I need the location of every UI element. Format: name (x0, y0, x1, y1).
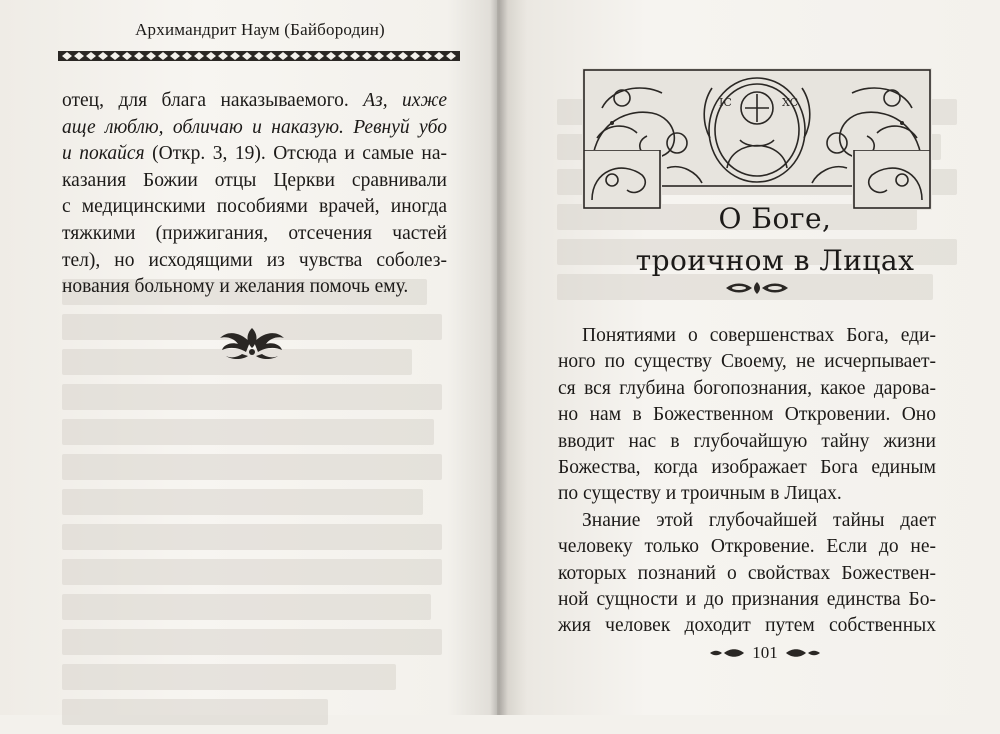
folio-ornament-left (708, 648, 746, 658)
left-page (0, 0, 497, 715)
text-line (62, 115, 447, 142)
page-number: 101 (752, 643, 778, 662)
left-body-text (62, 88, 447, 301)
text-line (62, 248, 447, 275)
text-segment: казания Божии отцы Церкви сравнивали (62, 169, 447, 191)
text-segment: тел), но исходящими из чувства соболез- (62, 249, 447, 271)
text-line: ной сущности и до признания единства Бо- (558, 589, 936, 611)
text-line: по существу и троичным в Лицах. (558, 483, 842, 505)
text-line: которых познаний о свойствах Божествен- (558, 562, 936, 584)
text-line: ся вся глубина богопознания, какое дарова- (558, 377, 936, 399)
text-line: Знание этой глубочайшей тайны дает (582, 509, 936, 531)
text-line: Божества, когда изображает Бога единым (558, 457, 936, 479)
book-gutter (490, 0, 508, 715)
text-line (62, 88, 447, 115)
text-line: жия человек доходит путем собственных (558, 615, 936, 637)
title-fleuron (722, 280, 792, 296)
italic-quote: и покайся (62, 143, 145, 165)
text-line (62, 221, 447, 248)
headpiece-letters-ic: IC (719, 96, 732, 109)
chapter-title-line1: О Боге, (718, 202, 832, 235)
text-segment: с медицинскими пособиями врачей, иногда (62, 196, 447, 218)
page-folio (690, 642, 840, 664)
italic-quote: аще люблю, обличаю и наказую. Ревнуй убо (62, 116, 447, 138)
chapter-title (620, 198, 930, 282)
text-line: но нам в Божественном Откровении. Оно (558, 404, 936, 426)
text-line: ного по существу Своему, не исчерпывает- (558, 351, 936, 373)
right-body-text (558, 323, 936, 640)
italic-quote: Аз, ихже (363, 90, 447, 111)
folio-ornament-right (784, 648, 822, 658)
tailpiece-fleuron (212, 322, 292, 362)
text-segment: нования больному и желания помочь ему. (62, 276, 409, 298)
running-head: Архимандрит Наум (Байбородин) (135, 20, 385, 39)
text-line (62, 274, 447, 301)
text-line: Понятиями о совершенствах Бога, еди- (582, 325, 936, 346)
text-segment: отец, для блага наказываемого. (62, 90, 364, 111)
text-segment: (Откр. 3, 19). Отсюда и самые на- (144, 143, 447, 165)
text-line: человеку только Откровение. Если до не- (558, 536, 936, 558)
header-rule (58, 50, 460, 62)
text-line (62, 194, 447, 221)
headpiece-letters-xc: XC (782, 96, 799, 109)
text-line: вводит нас в глубочайшую тайну жизни (558, 430, 936, 452)
text-segment: тяжкими (прижигания, отсечения частей (62, 222, 447, 244)
text-line (62, 141, 447, 168)
chapter-title-line2: троичном в Лицах (635, 244, 915, 277)
text-line (62, 168, 447, 195)
